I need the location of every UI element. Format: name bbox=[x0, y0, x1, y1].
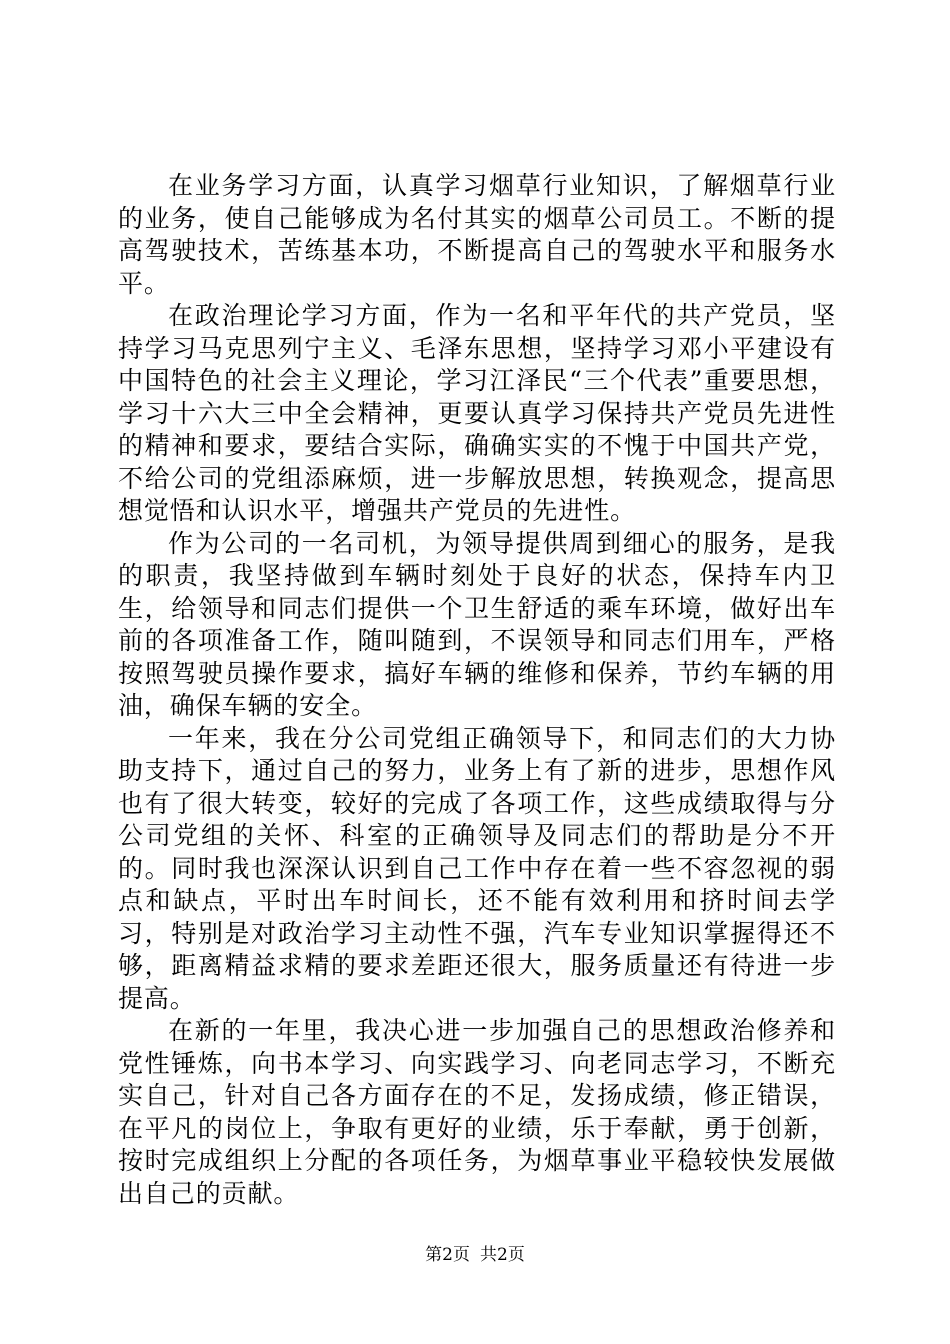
paragraph-year-review: 一年来，我在分公司党组正确领导下，和同志们的大力协助支持下，通过自己的努力，业务上有了新的进步，思想作风也有了很大转变，较好的完成了各项工作，这些成绩取得与分公司党组的关怀、科室的正确领导及同志们的帮助是分不开的。同时我也深深认识到自己工作中存在着一些不容忽视的弱点和缺点，平时出车时间长，还不能有效利用和挤时间去学习，特别是对政治学习主动性不强，汽车专业知识掌握得还不够，距离精益求精的要求差距还很大，服务质量还有待进一步提高。 bbox=[118, 723, 836, 1013]
page-number-total: 共2页 bbox=[480, 1245, 525, 1265]
paragraph-study-business: 在业务学习方面，认真学习烟草行业知识，了解烟草行业的业务，使自己能够成为名付其实的烟草公司员工。不断的提高驾驶技术，苦练基本功，不断提高自己的驾驶水平和服务水平。 bbox=[118, 171, 836, 298]
paragraph-new-year-plan: 在新的一年里，我决心进一步加强自己的思想政治修养和党性锤炼，向书本学习、向实践学习、向老同志学习，不断充实自己，针对自己各方面存在的不足，发扬成绩，修正错误，在平凡的岗位上，争取有更好的业绩，乐于奉献，勇于创新，按时完成组织上分配的各项任务，为烟草事业平稳较快发展做出自己的贡献。 bbox=[118, 1016, 836, 1208]
page-footer bbox=[0, 1244, 950, 1266]
paragraph-political-theory: 在政治理论学习方面，作为一名和平年代的共产党员，坚持学习马克思列宁主义、毛泽东思想，坚持学习邓小平建设有中国特色的社会主义理论，学习江泽民“三个代表”重要思想，学习十六大三中全会精神，更要认真学习保持共产党员先进性的精神和要求，要结合实际，确确实实的不愧于中国共产党，不给公司的党组添麻烦，进一步解放思想，转换观念，提高思想觉悟和认识水平，增强共产党员的先进性。 bbox=[118, 301, 836, 525]
page-number-current: 第2页 bbox=[425, 1245, 470, 1265]
paragraph-driver-duties: 作为公司的一名司机，为领导提供周到细心的服务，是我的职责，我坚持做到车辆时刻处于良好的状态，保持车内卫生，给领导和同志们提供一个卫生舒适的乘车环境，做好出车前的各项准备工作，随叫随到，不误领导和同志们用车，严格按照驾驶员操作要求，搞好车辆的维修和保养，节约车辆的用油，确保车辆的安全。 bbox=[118, 528, 836, 720]
document-body bbox=[118, 170, 836, 1210]
